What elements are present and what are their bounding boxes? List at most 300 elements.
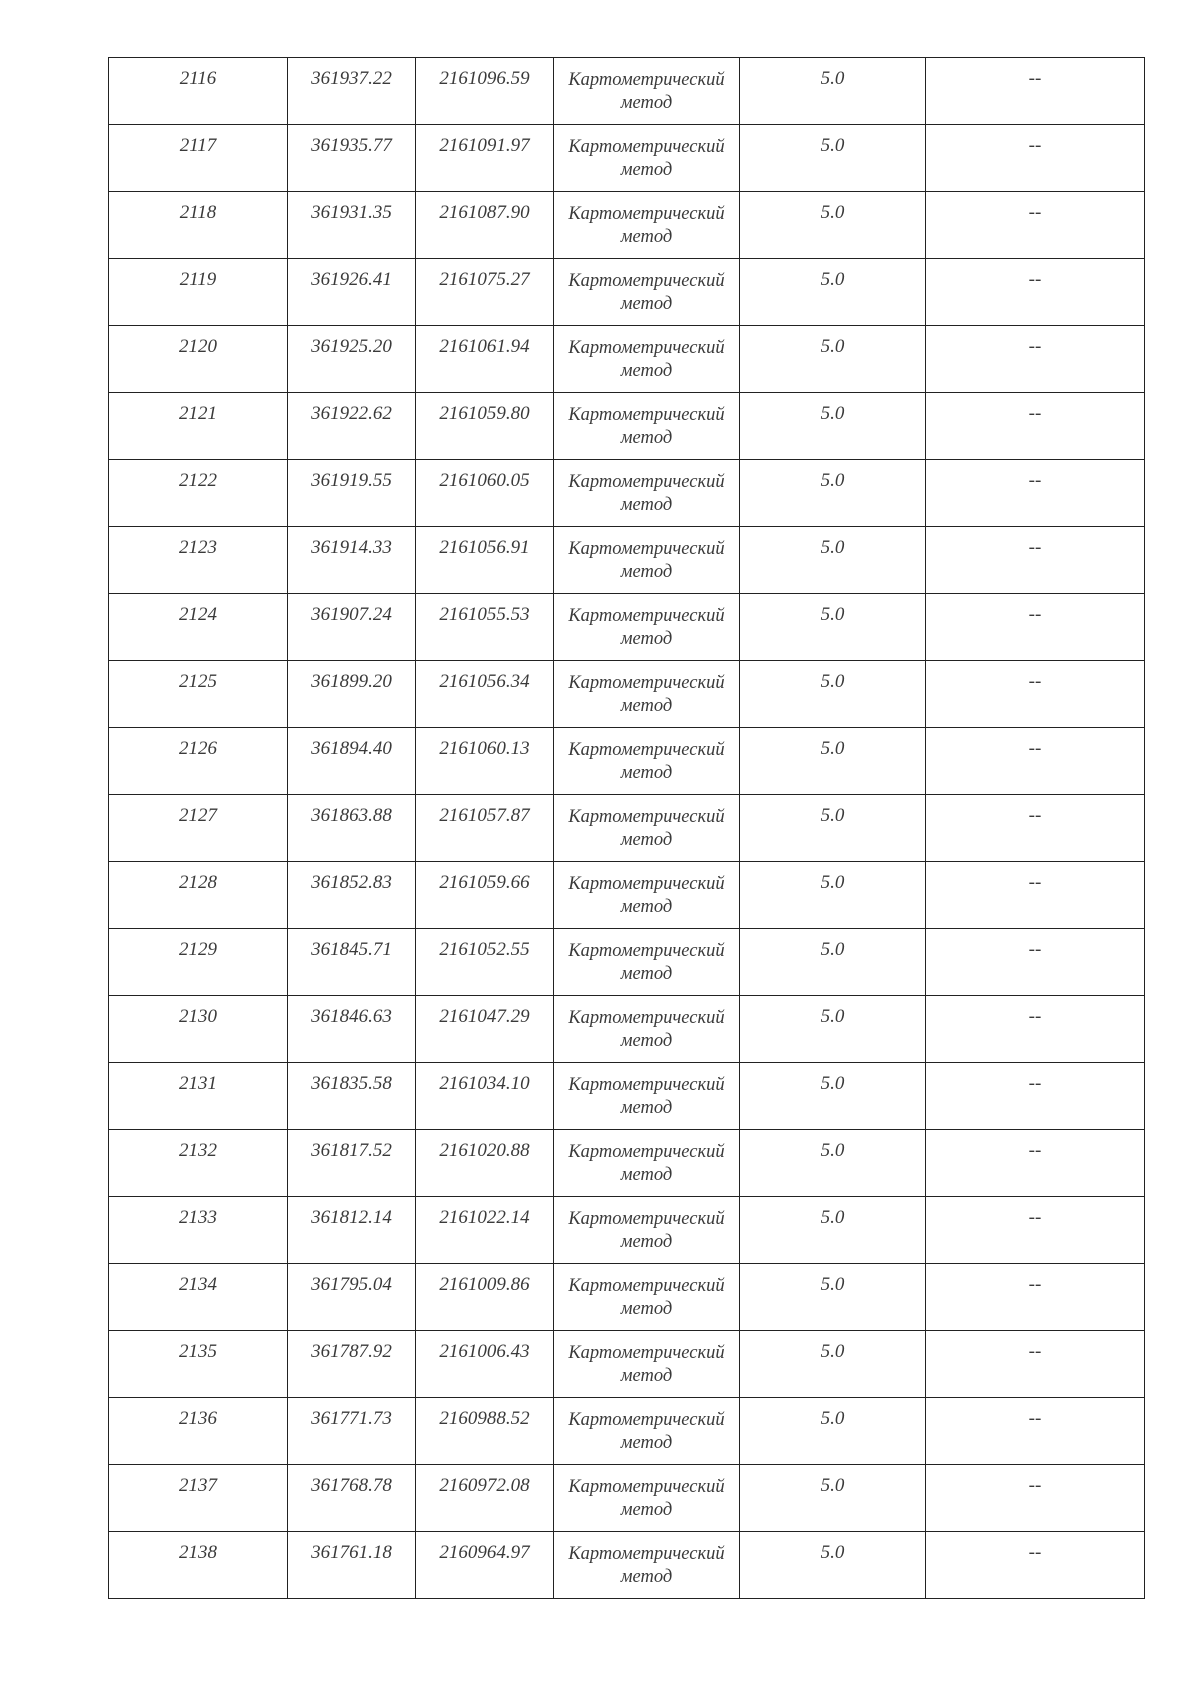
x-coordinate-cell <box>288 1331 416 1398</box>
method-line-2: метод <box>620 1500 673 1520</box>
description-cell <box>926 58 1145 125</box>
method-line-1: Картометрический <box>568 1544 725 1564</box>
point-number-cell <box>109 1063 288 1130</box>
point-number-text: 2122 <box>179 470 217 491</box>
point-number-cell <box>109 326 288 393</box>
description-text: -- <box>1028 336 1042 357</box>
y-coordinate-cell <box>416 661 554 728</box>
method-cell <box>554 192 740 259</box>
point-number-text: 2120 <box>179 336 217 357</box>
table-row <box>109 1465 1145 1532</box>
description-text: -- <box>1028 1073 1042 1094</box>
method-line-2: метод <box>620 696 673 716</box>
y-coordinate-cell <box>416 1331 554 1398</box>
point-number-cell <box>109 1197 288 1264</box>
x-coordinate-text: 361907.24 <box>311 604 392 625</box>
table-row <box>109 326 1145 393</box>
description-text: -- <box>1028 135 1042 156</box>
method-cell <box>554 862 740 929</box>
table-row <box>109 393 1145 460</box>
point-number-text: 2129 <box>179 939 217 960</box>
method-cell <box>554 1130 740 1197</box>
y-coordinate-text: 2161060.13 <box>439 738 530 759</box>
description-text: -- <box>1028 1207 1042 1228</box>
method-line-1: Картометрический <box>568 874 725 894</box>
description-text: -- <box>1028 939 1042 960</box>
method-cell <box>554 795 740 862</box>
method-cell <box>554 393 740 460</box>
description-cell <box>926 192 1145 259</box>
x-coordinate-text: 361846.63 <box>311 1006 392 1027</box>
accuracy-cell <box>740 862 926 929</box>
accuracy-text: 5.0 <box>820 68 845 89</box>
description-text: -- <box>1028 470 1042 491</box>
method-text <box>554 1532 739 1589</box>
y-coordinate-text: 2161055.53 <box>439 604 530 625</box>
description-text: -- <box>1028 805 1042 826</box>
table-row <box>109 192 1145 259</box>
accuracy-text: 5.0 <box>820 872 845 893</box>
point-number-cell <box>109 527 288 594</box>
table-row <box>109 1197 1145 1264</box>
point-number-cell <box>109 728 288 795</box>
description-cell <box>926 393 1145 460</box>
description-cell <box>926 1398 1145 1465</box>
accuracy-text: 5.0 <box>820 1207 845 1228</box>
y-coordinate-cell <box>416 929 554 996</box>
table-row <box>109 996 1145 1063</box>
method-cell <box>554 1398 740 1465</box>
table-row <box>109 795 1145 862</box>
x-coordinate-text: 361761.18 <box>311 1542 392 1563</box>
point-number-text: 2116 <box>179 68 217 89</box>
accuracy-cell <box>740 125 926 192</box>
table-row <box>109 1398 1145 1465</box>
point-number-text: 2121 <box>179 403 217 424</box>
method-line-1: Картометрический <box>568 472 725 492</box>
description-text: -- <box>1028 68 1042 89</box>
accuracy-cell <box>740 1532 926 1599</box>
point-number-text: 2135 <box>179 1341 217 1362</box>
accuracy-text: 5.0 <box>820 537 845 558</box>
x-coordinate-cell <box>288 460 416 527</box>
y-coordinate-cell <box>416 1063 554 1130</box>
accuracy-cell <box>740 795 926 862</box>
y-coordinate-text: 2161060.05 <box>439 470 530 491</box>
accuracy-cell <box>740 460 926 527</box>
description-cell <box>926 728 1145 795</box>
x-coordinate-text: 361863.88 <box>311 805 392 826</box>
point-number-text: 2133 <box>179 1207 217 1228</box>
y-coordinate-cell <box>416 460 554 527</box>
method-line-1: Картометрический <box>568 807 725 827</box>
accuracy-text: 5.0 <box>820 336 845 357</box>
method-text <box>554 1130 739 1187</box>
x-coordinate-cell <box>288 929 416 996</box>
method-line-1: Картометрический <box>568 606 725 626</box>
y-coordinate-text: 2161052.55 <box>439 939 530 960</box>
y-coordinate-text: 2161087.90 <box>439 202 530 223</box>
point-number-text: 2124 <box>179 604 217 625</box>
method-text <box>554 1398 739 1455</box>
table-row <box>109 929 1145 996</box>
x-coordinate-text: 361919.55 <box>311 470 392 491</box>
method-line-1: Картометрический <box>568 1410 725 1430</box>
y-coordinate-text: 2161006.43 <box>439 1341 530 1362</box>
description-cell <box>926 527 1145 594</box>
method-line-2: метод <box>620 1433 673 1453</box>
method-line-1: Картометрический <box>568 204 725 224</box>
point-number-cell <box>109 862 288 929</box>
method-cell <box>554 661 740 728</box>
point-number-text: 2118 <box>179 202 217 223</box>
y-coordinate-text: 2161057.87 <box>439 805 530 826</box>
method-text <box>554 259 739 316</box>
method-line-1: Картометрический <box>568 1075 725 1095</box>
method-line-1: Картометрический <box>568 70 725 90</box>
accuracy-cell <box>740 527 926 594</box>
y-coordinate-cell <box>416 795 554 862</box>
method-text <box>554 862 739 919</box>
description-cell <box>926 460 1145 527</box>
x-coordinate-cell <box>288 795 416 862</box>
accuracy-cell <box>740 259 926 326</box>
method-text <box>554 1197 739 1254</box>
x-coordinate-text: 361768.78 <box>311 1475 392 1496</box>
method-text <box>554 1465 739 1522</box>
description-cell <box>926 259 1145 326</box>
point-number-text: 2127 <box>179 805 217 826</box>
description-cell <box>926 1331 1145 1398</box>
point-number-text: 2130 <box>179 1006 217 1027</box>
method-line-2: метод <box>620 562 673 582</box>
point-number-cell <box>109 393 288 460</box>
accuracy-text: 5.0 <box>820 135 845 156</box>
description-text: -- <box>1028 1006 1042 1027</box>
accuracy-text: 5.0 <box>820 202 845 223</box>
method-text <box>554 393 739 450</box>
method-cell <box>554 527 740 594</box>
method-cell <box>554 929 740 996</box>
method-line-1: Картометрический <box>568 1209 725 1229</box>
y-coordinate-cell <box>416 192 554 259</box>
description-text: -- <box>1028 403 1042 424</box>
y-coordinate-text: 2161091.97 <box>439 135 530 156</box>
method-line-1: Картометрический <box>568 405 725 425</box>
method-line-2: метод <box>620 830 673 850</box>
point-number-text: 2117 <box>179 135 217 156</box>
y-coordinate-cell <box>416 125 554 192</box>
method-line-2: метод <box>620 1366 673 1386</box>
method-cell <box>554 594 740 661</box>
method-cell <box>554 326 740 393</box>
x-coordinate-text: 361787.92 <box>311 1341 392 1362</box>
accuracy-cell <box>740 728 926 795</box>
accuracy-cell <box>740 393 926 460</box>
y-coordinate-cell <box>416 393 554 460</box>
y-coordinate-text: 2161096.59 <box>439 68 530 89</box>
method-text <box>554 326 739 383</box>
x-coordinate-cell <box>288 1398 416 1465</box>
method-line-1: Картометрический <box>568 1142 725 1162</box>
accuracy-cell <box>740 1130 926 1197</box>
description-text: -- <box>1028 671 1042 692</box>
x-coordinate-text: 361899.20 <box>311 671 392 692</box>
point-number-cell <box>109 594 288 661</box>
y-coordinate-cell <box>416 1465 554 1532</box>
method-line-2: метод <box>620 1299 673 1319</box>
description-text: -- <box>1028 1140 1042 1161</box>
x-coordinate-cell <box>288 326 416 393</box>
y-coordinate-cell <box>416 1264 554 1331</box>
description-cell <box>926 125 1145 192</box>
method-text <box>554 460 739 517</box>
x-coordinate-cell <box>288 996 416 1063</box>
table-row <box>109 1063 1145 1130</box>
point-number-text: 2138 <box>179 1542 217 1563</box>
point-number-text: 2131 <box>179 1073 217 1094</box>
y-coordinate-cell <box>416 1130 554 1197</box>
description-text: -- <box>1028 1408 1042 1429</box>
y-coordinate-cell <box>416 594 554 661</box>
method-cell <box>554 996 740 1063</box>
x-coordinate-cell <box>288 661 416 728</box>
y-coordinate-cell <box>416 58 554 125</box>
description-cell <box>926 661 1145 728</box>
description-cell <box>926 929 1145 996</box>
y-coordinate-cell <box>416 1532 554 1599</box>
method-text <box>554 1264 739 1321</box>
x-coordinate-text: 361925.20 <box>311 336 392 357</box>
x-coordinate-text: 361931.35 <box>311 202 392 223</box>
accuracy-text: 5.0 <box>820 1274 845 1295</box>
x-coordinate-text: 361935.77 <box>311 135 392 156</box>
accuracy-cell <box>740 1264 926 1331</box>
point-number-cell <box>109 1331 288 1398</box>
accuracy-text: 5.0 <box>820 269 845 290</box>
accuracy-text: 5.0 <box>820 470 845 491</box>
y-coordinate-text: 2160964.97 <box>439 1542 530 1563</box>
table-row <box>109 58 1145 125</box>
point-number-cell <box>109 192 288 259</box>
x-coordinate-text: 361894.40 <box>311 738 392 759</box>
method-text <box>554 527 739 584</box>
x-coordinate-text: 361817.52 <box>311 1140 392 1161</box>
x-coordinate-cell <box>288 1465 416 1532</box>
description-text: -- <box>1028 1274 1042 1295</box>
accuracy-text: 5.0 <box>820 1341 845 1362</box>
x-coordinate-cell <box>288 1130 416 1197</box>
method-text <box>554 125 739 182</box>
y-coordinate-cell <box>416 996 554 1063</box>
accuracy-cell <box>740 661 926 728</box>
x-coordinate-text: 361795.04 <box>311 1274 392 1295</box>
accuracy-cell <box>740 996 926 1063</box>
point-number-cell <box>109 795 288 862</box>
method-line-1: Картометрический <box>568 539 725 559</box>
y-coordinate-text: 2161034.10 <box>439 1073 530 1094</box>
table-row <box>109 1331 1145 1398</box>
x-coordinate-text: 361835.58 <box>311 1073 392 1094</box>
method-line-1: Картометрический <box>568 1343 725 1363</box>
x-coordinate-text: 361771.73 <box>311 1408 392 1429</box>
point-number-cell <box>109 58 288 125</box>
accuracy-text: 5.0 <box>820 1408 845 1429</box>
point-number-cell <box>109 125 288 192</box>
method-cell <box>554 58 740 125</box>
y-coordinate-text: 2161056.91 <box>439 537 530 558</box>
method-text <box>554 795 739 852</box>
table-row <box>109 661 1145 728</box>
accuracy-text: 5.0 <box>820 805 845 826</box>
description-cell <box>926 1197 1145 1264</box>
x-coordinate-cell <box>288 58 416 125</box>
point-number-text: 2126 <box>179 738 217 759</box>
method-line-2: метод <box>620 428 673 448</box>
method-line-2: метод <box>620 629 673 649</box>
y-coordinate-cell <box>416 1197 554 1264</box>
point-number-cell <box>109 1130 288 1197</box>
method-text <box>554 661 739 718</box>
method-cell <box>554 1197 740 1264</box>
point-number-text: 2125 <box>179 671 217 692</box>
x-coordinate-cell <box>288 728 416 795</box>
accuracy-cell <box>740 1331 926 1398</box>
method-line-1: Картометрический <box>568 1276 725 1296</box>
table-row <box>109 1264 1145 1331</box>
y-coordinate-text: 2161061.94 <box>439 336 530 357</box>
y-coordinate-cell <box>416 259 554 326</box>
accuracy-text: 5.0 <box>820 738 845 759</box>
point-number-text: 2137 <box>179 1475 217 1496</box>
x-coordinate-text: 361914.33 <box>311 537 392 558</box>
point-number-cell <box>109 1465 288 1532</box>
description-cell <box>926 1264 1145 1331</box>
description-cell <box>926 1465 1145 1532</box>
method-cell <box>554 1532 740 1599</box>
description-cell <box>926 326 1145 393</box>
method-text <box>554 192 739 249</box>
x-coordinate-cell <box>288 192 416 259</box>
point-number-cell <box>109 460 288 527</box>
x-coordinate-cell <box>288 527 416 594</box>
method-line-1: Картометрический <box>568 740 725 760</box>
method-cell <box>554 1063 740 1130</box>
y-coordinate-cell <box>416 527 554 594</box>
method-line-2: метод <box>620 294 673 314</box>
table-row <box>109 728 1145 795</box>
y-coordinate-text: 2161075.27 <box>439 269 530 290</box>
description-text: -- <box>1028 537 1042 558</box>
point-number-cell <box>109 1398 288 1465</box>
y-coordinate-text: 2161047.29 <box>439 1006 530 1027</box>
y-coordinate-cell <box>416 728 554 795</box>
accuracy-cell <box>740 1063 926 1130</box>
method-line-2: метод <box>620 1165 673 1185</box>
y-coordinate-text: 2161059.66 <box>439 872 530 893</box>
table-row <box>109 527 1145 594</box>
table-row <box>109 862 1145 929</box>
x-coordinate-text: 361922.62 <box>311 403 392 424</box>
accuracy-text: 5.0 <box>820 939 845 960</box>
method-text <box>554 996 739 1053</box>
description-cell <box>926 862 1145 929</box>
method-cell <box>554 1465 740 1532</box>
point-number-text: 2136 <box>179 1408 217 1429</box>
method-line-2: метод <box>620 964 673 984</box>
method-line-2: метод <box>620 763 673 783</box>
method-line-2: метод <box>620 1232 673 1252</box>
accuracy-cell <box>740 929 926 996</box>
x-coordinate-cell <box>288 259 416 326</box>
x-coordinate-cell <box>288 1264 416 1331</box>
table-row <box>109 594 1145 661</box>
description-text: -- <box>1028 1341 1042 1362</box>
accuracy-text: 5.0 <box>820 1475 845 1496</box>
description-cell <box>926 1130 1145 1197</box>
table-row <box>109 125 1145 192</box>
y-coordinate-text: 2161056.34 <box>439 671 530 692</box>
method-line-2: метод <box>620 160 673 180</box>
method-line-1: Картометрический <box>568 673 725 693</box>
accuracy-text: 5.0 <box>820 403 845 424</box>
description-cell <box>926 996 1145 1063</box>
accuracy-cell <box>740 1398 926 1465</box>
method-cell <box>554 1331 740 1398</box>
method-line-1: Картометрический <box>568 1477 725 1497</box>
table-row <box>109 1130 1145 1197</box>
y-coordinate-text: 2160972.08 <box>439 1475 530 1496</box>
point-number-cell <box>109 259 288 326</box>
accuracy-text: 5.0 <box>820 1006 845 1027</box>
x-coordinate-text: 361852.83 <box>311 872 392 893</box>
point-number-text: 2128 <box>179 872 217 893</box>
y-coordinate-text: 2161022.14 <box>439 1207 530 1228</box>
method-text <box>554 1063 739 1120</box>
method-line-1: Картометрический <box>568 1008 725 1028</box>
method-line-2: метод <box>620 1567 673 1587</box>
y-coordinate-text: 2161009.86 <box>439 1274 530 1295</box>
coordinates-table <box>108 57 1145 1599</box>
point-number-cell <box>109 661 288 728</box>
y-coordinate-cell <box>416 862 554 929</box>
point-number-cell <box>109 996 288 1063</box>
method-line-1: Картометрический <box>568 271 725 291</box>
method-cell <box>554 460 740 527</box>
x-coordinate-cell <box>288 1532 416 1599</box>
x-coordinate-text: 361926.41 <box>311 269 392 290</box>
description-cell <box>926 795 1145 862</box>
method-line-2: метод <box>620 93 673 113</box>
accuracy-text: 5.0 <box>820 1140 845 1161</box>
method-line-2: метод <box>620 227 673 247</box>
method-cell <box>554 125 740 192</box>
method-text <box>554 929 739 986</box>
accuracy-text: 5.0 <box>820 671 845 692</box>
method-line-2: метод <box>620 495 673 515</box>
method-line-1: Картометрический <box>568 941 725 961</box>
description-cell <box>926 594 1145 661</box>
description-text: -- <box>1028 202 1042 223</box>
x-coordinate-text: 361812.14 <box>311 1207 392 1228</box>
method-line-2: метод <box>620 1098 673 1118</box>
y-coordinate-text: 2160988.52 <box>439 1408 530 1429</box>
point-number-text: 2134 <box>179 1274 217 1295</box>
point-number-text: 2119 <box>179 269 217 290</box>
method-line-2: метод <box>620 1031 673 1051</box>
table-row <box>109 259 1145 326</box>
method-line-2: метод <box>620 897 673 917</box>
